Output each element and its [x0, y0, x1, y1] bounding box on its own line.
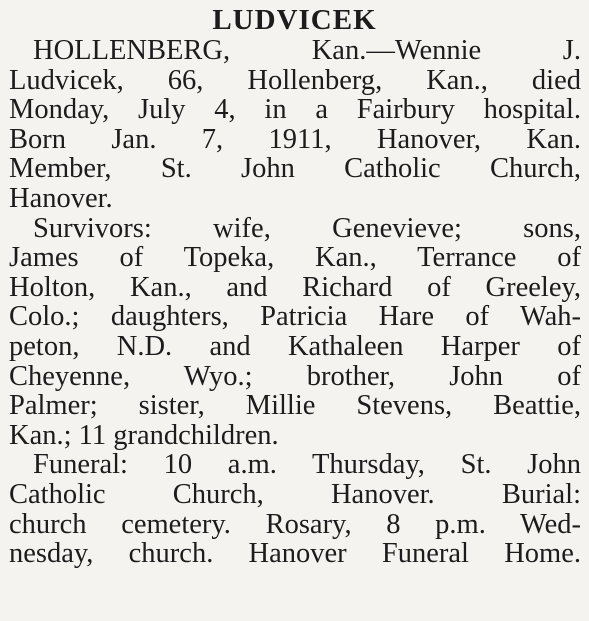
text-line: James of Topeka, Kan., Terrance of	[9, 242, 581, 274]
obituary-body	[9, 36, 581, 569]
text-line: nesday, church. Hanover Funeral Home.	[9, 538, 581, 570]
text-line: HOLLENBERG, Kan.—Wennie J.	[33, 35, 581, 66]
obituary-headline: LUDVICEK	[212, 4, 377, 36]
text-line: Hanover.	[9, 182, 113, 214]
text-line: Holton, Kan., and Richard of Greeley,	[9, 271, 581, 303]
text-line: peton, N.D. and Kathaleen Harper of	[9, 330, 581, 362]
text-line: Funeral: 10 a.m. Thursday, St. John	[33, 449, 581, 481]
text-line: Monday, July 4, in a Fairbury hospital.	[9, 94, 581, 126]
text-line: Kan.; 11 grandchildren.	[9, 419, 279, 451]
text-line: Palmer; sister, Millie Stevens, Beattie,	[9, 390, 581, 422]
text-line: Colo.; daughters, Patricia Hare of Wah-	[9, 301, 581, 333]
text-line: Born Jan. 7, 1911, Hanover, Kan.	[9, 123, 581, 155]
text-line: Catholic Church, Hanover. Burial:	[9, 478, 581, 510]
text-line: Member, St. John Catholic Church,	[9, 153, 581, 185]
text-line: Ludvicek, 66, Hollenberg, Kan., died	[9, 64, 581, 96]
text-line: Survivors: wife, Genevieve; sons,	[33, 212, 581, 244]
text-line: church cemetery. Rosary, 8 p.m. Wed-	[9, 508, 581, 540]
text-line: Cheyenne, Wyo.; brother, John of	[9, 360, 581, 392]
